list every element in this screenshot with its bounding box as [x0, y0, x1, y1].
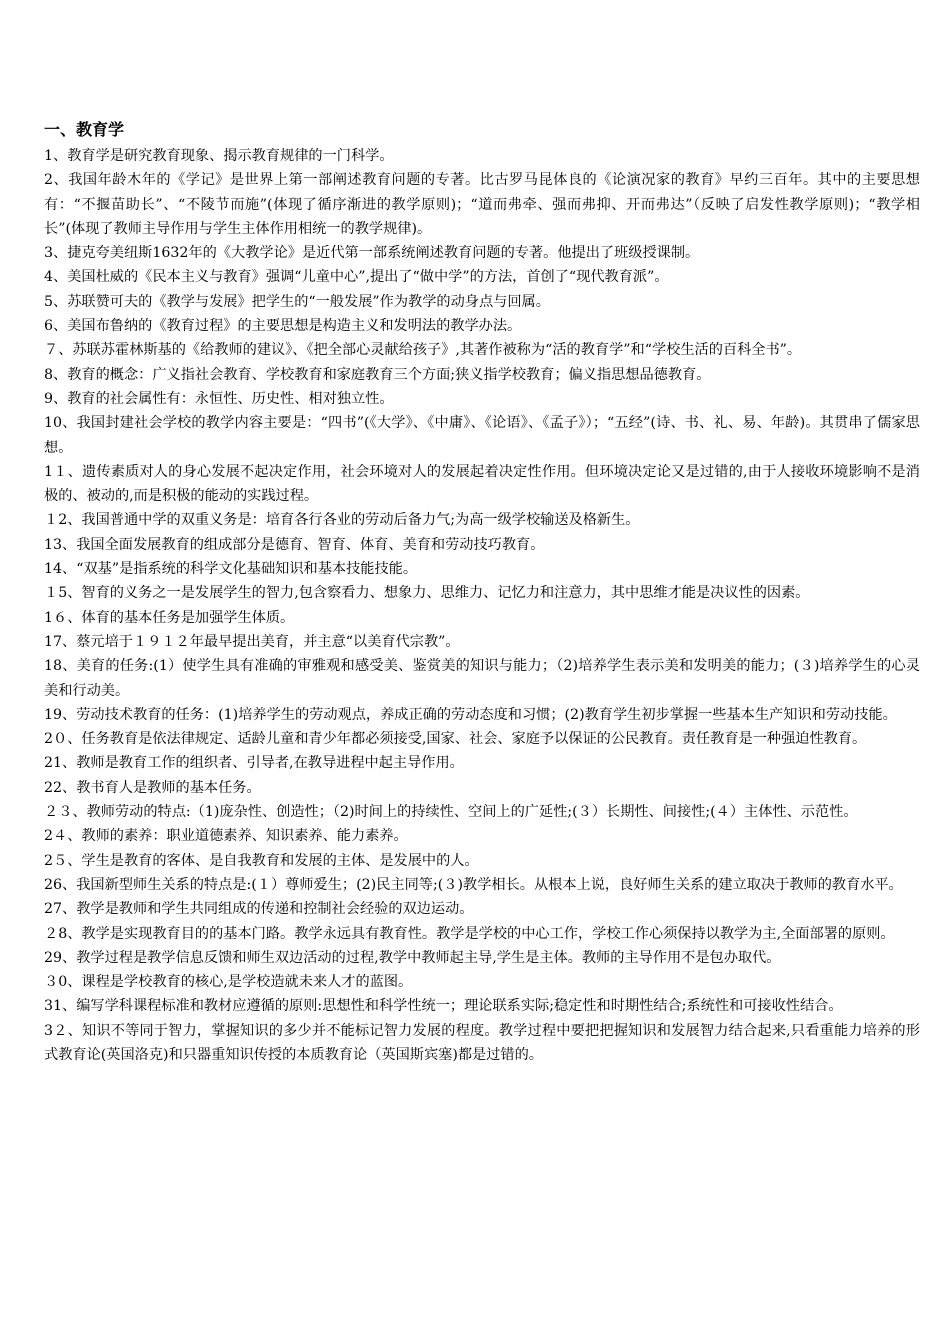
paragraph-list [44, 144, 920, 1067]
paragraph: ７、苏联苏霍林斯基的《给教师的建议》、《把全部心灵献给孩子》,其著作被称为“活的教育学”和“学校生活的百科全书”。 [44, 342, 802, 359]
paragraph: 22、教书育人是教师的基本任务。 [44, 779, 261, 796]
paragraph: ２３、教师劳动的特点:（1)庞杂性、创造性；（2)时间上的持续性、空间上的广延性;(３）长期性、间接性;(４）主体性、示范性。 [44, 804, 858, 821]
paragraph: 2０、任务教育是依法律规定、适龄儿童和青少年都必须接受,国家、社会、家庭予以保证的公民教育。责任教育是一种强迫性教育。 [44, 731, 867, 748]
paragraph: 21、教师是教育工作的组织者、引导者,在教导进程中起主导作用。 [44, 755, 464, 772]
document-page [44, 118, 920, 1067]
paragraph: 5、苏联赞可夫的《教学与发展》把学生的“一般发展”作为教学的动身点与回属。 [44, 293, 550, 310]
paragraph: 14、“双基”是指系统的科学文化基础知识和基本技能技能。 [44, 561, 418, 578]
paragraph: 6、美国布鲁纳的《教育过程》的主要思想是构造主义和发明法的教学办法。 [44, 318, 522, 335]
paragraph: 3、捷克夸美纽斯1632年的《大教学论》是近代第一部系统阐述教育问题的专著。他提出了班级授课制。 [44, 245, 700, 262]
paragraph: 27、教学是教师和学生共同组成的传递和控制社会经验的双边运动。 [44, 901, 474, 918]
paragraph: 3２、知识不等同于智力，掌握知识的多少并不能标记智力发展的程度。教学过程中要把把握知识和发展智力结合起来,只看重能力培养的形式教育论(英国洛克)和只器重知识传授的本质教育论（英国斯宾塞)都是过错的。 [44, 1022, 920, 1063]
paragraph: 19、劳动技术教育的任务：(1)培养学生的劳动观点，养成正确的劳动态度和习惯；(2)教育学生初步掌握一些基本生产知识和劳动技能。 [44, 706, 897, 723]
paragraph: 18、美育的任务:(1）使学生具有准确的审雅观和感受美、鉴赏美的知识与能力；（2)培养学生表示美和发明美的能力；(３)培养学生的心灵美和行动美。 [44, 658, 920, 699]
paragraph: 1、教育学是研究教育现象、揭示教育规律的一门科学。 [44, 148, 394, 164]
paragraph: 4、美国杜威的《民本主义与教育》强调“儿童中心”,提出了“做中学”的方法，首创了“现代教育派”。 [44, 269, 669, 286]
paragraph: 13、我国全面发展教育的组成部分是德育、智育、体育、美育和劳动技巧教育。 [44, 536, 545, 553]
paragraph: 29、教学过程是教学信息反馈和师生双边活动的过程,教学中教师起主导,学生是主体。教师的主导作用不是包办取代。 [44, 949, 781, 966]
paragraph: 9、教育的社会属性有：永恒性、历史性、相对独立性。 [44, 390, 394, 407]
paragraph: １2、我国普通中学的双重义务是：培育各行各业的劳动后备力气;为高一级学校输送及格新生。 [44, 512, 640, 529]
paragraph: 2４、教师的素养：职业道德素养、知识素养、能力素养。 [44, 828, 408, 845]
paragraph: 1６、体育的基本任务是加强学生体质。 [44, 609, 295, 626]
paragraph: 2５、学生是教育的客体、是自我教育和发展的主体、是发展中的人。 [44, 852, 479, 869]
paragraph: １5、智育的义务之一是发展学生的智力,包含察看力、想象力、思维力、记忆力和注意力，其中思维才能是决议性的因素。 [44, 585, 810, 602]
paragraph: 8、教育的概念：广义指社会教育、学校教育和家庭教育三个方面;狭义指学校教育；偏义指思想品德教育。 [44, 366, 711, 383]
paragraph: 26、我国新型师生关系的特点是:(１）尊师爱生；(2)民主同等;(３)教学相长。从根本上说，良好师生关系的建立取决于教师的教育水平。 [44, 876, 903, 893]
paragraph: 31、编写学科课程标准和教材应遵循的原则:思想性和科学性统一；理论联系实际;稳定性和时期性结合;系统性和可接收性结合。 [44, 998, 843, 1015]
paragraph: ３0、课程是学校教育的核心,是学校造就未来人才的蓝图。 [44, 974, 413, 991]
paragraph: 10、我国封建社会学校的教学内容主要是：“四书”(《大学》、《中庸》、《论语》、《孟子》）；“五经”(诗、书、礼、易、年龄)。其贯串了儒家思想。 [44, 415, 920, 456]
paragraph: ２8、教学是实现教育目的的基本门路。教学永远具有教育性。教学是学校的中心工作，学校工作心须保持以教学为主,全面部署的原则。 [44, 925, 895, 942]
paragraph: 17、蔡元培于１９１２年最早提出美育，并主意“以美育代宗教”。 [44, 633, 460, 650]
paragraph: 1１、遗传素质对人的身心发展不起决定作用，社会环境对人的发展起着决定性作用。但环境决定论又是过错的,由于人接收环境影响不是消极的、被动的,而是积极的能动的实践过程。 [44, 463, 920, 505]
paragraph: 2、我国年龄木年的《学记》是世界上第一部阐述教育问题的专著。比古罗马昆体良的《论演况家的教育》早约三百年。其中的主要思想有：“不揠苗助长”、“不陵节而施”(体现了循序渐进的教学原则)；“道而弗牵、强而弗抑、开而弗达”（反映了启发性教学原则)；“教学相长”(体现了教师主导作用与学生主体作用相统一的教学规律)。 [44, 172, 920, 237]
section-title: 一、教育学 [44, 120, 125, 139]
